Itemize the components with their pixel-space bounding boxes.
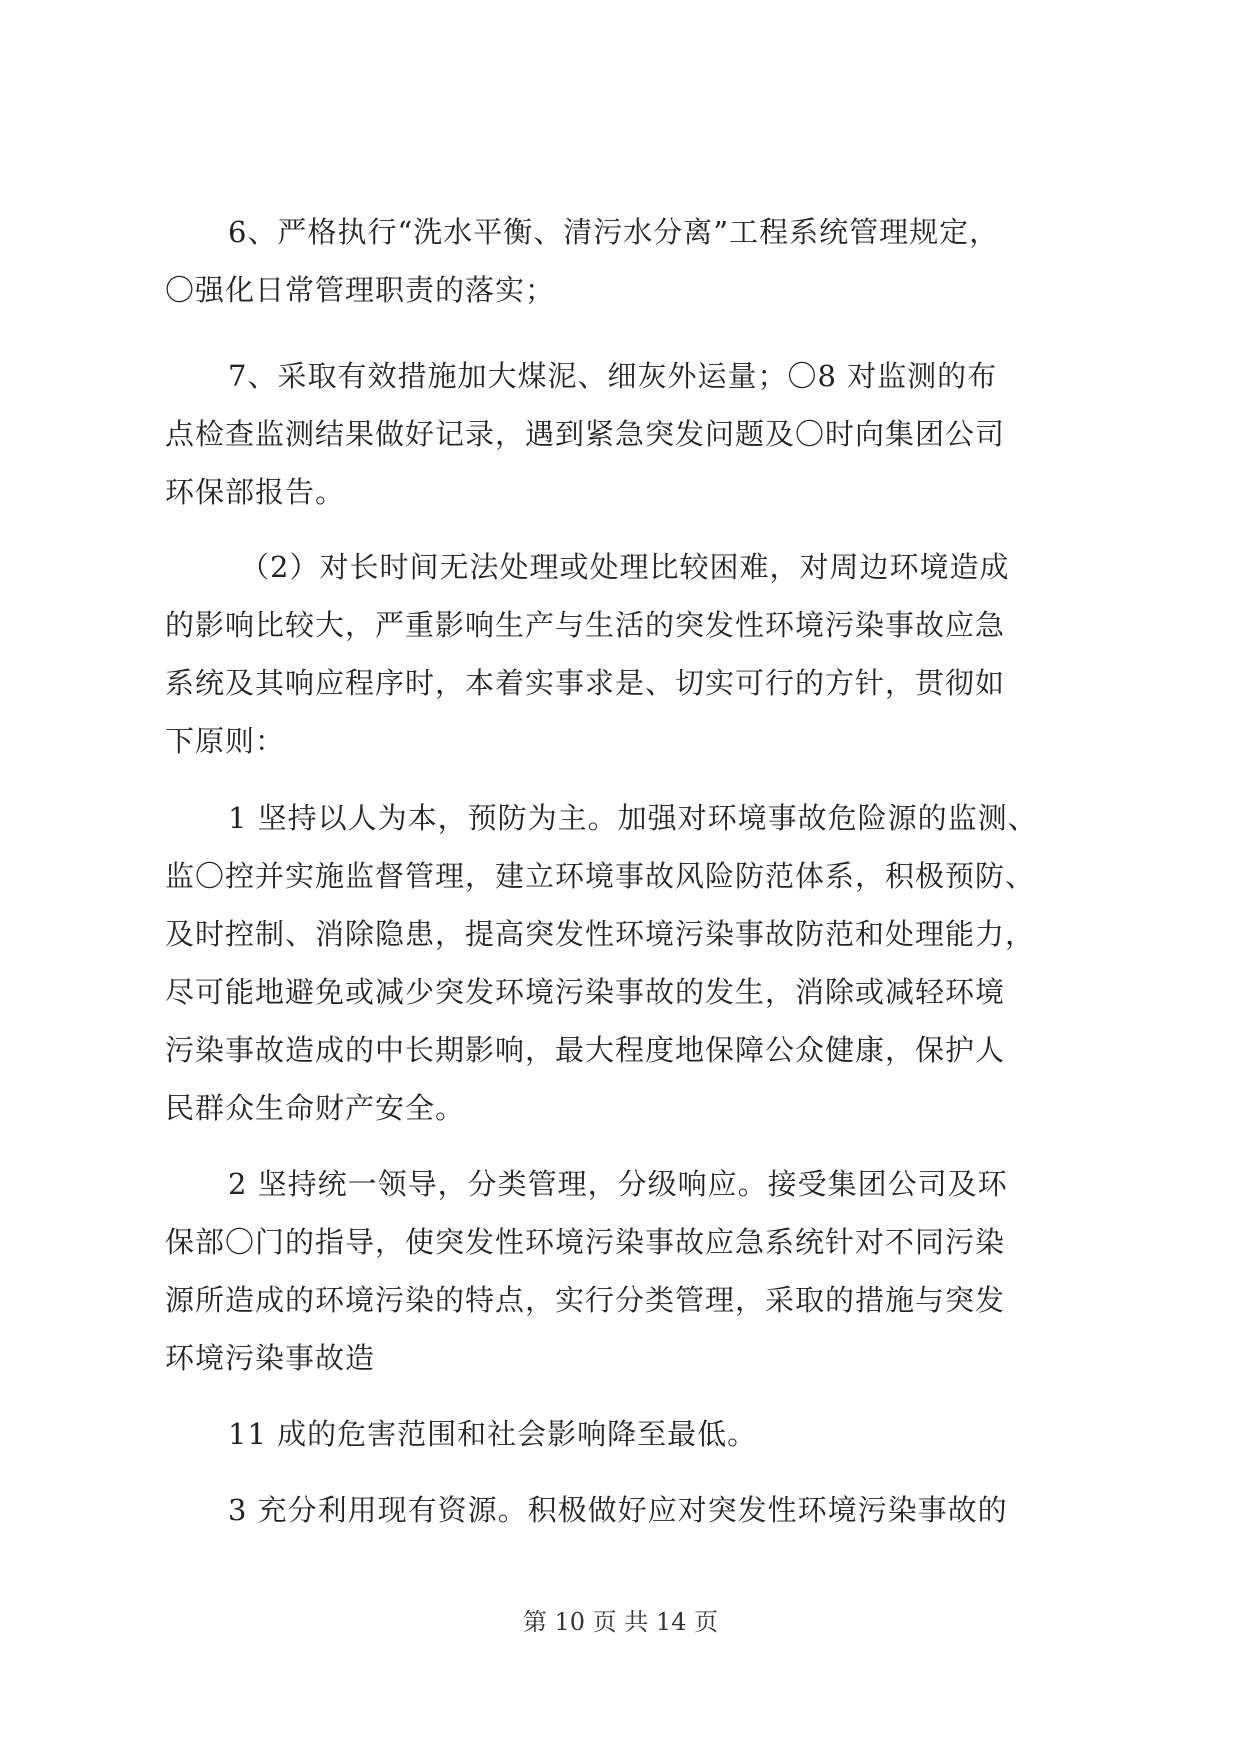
line-text: 的影响比较大，严重影响生产与生活的突发性环境污染事故应急: [165, 608, 1006, 642]
line-text: 7、采取有效措施加大煤泥、细灰外运量；〇8 对监测的布: [228, 359, 998, 393]
line-text: 2 坚持统一领导，分类管理，分级响应。接受集团公司及环: [228, 1167, 1008, 1201]
line-text: 环境污染事故造: [165, 1341, 376, 1375]
page-number-footer: 第 10 页 共 14 页: [522, 1608, 719, 1636]
line-text: 下原则：: [165, 724, 286, 758]
line-text: 3 充分利用现有资源。积极做好应对突发性环境污染事故的: [228, 1493, 1008, 1527]
line-text: （2）对长时间无法处理或处理比较困难，对周边环境造成: [240, 550, 1010, 584]
line-text: 污染事故造成的中长期影响，最大程度地保障公众健康，保护人: [165, 1033, 1006, 1067]
line-text: 6、严格执行“洗水平衡、清污水分离”工程系统管理规定，: [228, 215, 1000, 249]
line-text: 点检查监测结果做好记录，遇到紧急突发问题及〇时向集团公司: [165, 417, 1006, 451]
line-text: 环保部报告。: [165, 475, 346, 509]
line-text: 11 成的危害范围和社会影响降至最低。: [228, 1417, 758, 1451]
line-text: 系统及其响应程序时，本着实事求是、切实可行的方针，贯彻如: [165, 666, 1006, 700]
line-text: 及时控制、消除隐患，提高突发性环境污染事故防范和处理能力，: [165, 917, 1036, 951]
line-text: 监〇控并实施监督管理，建立环境事故风险防范体系，积极预防、: [165, 859, 1036, 893]
line-text: 源所造成的环境污染的特点，实行分类管理，采取的措施与突发: [165, 1283, 1006, 1317]
line-text: 民群众生命财产安全。: [165, 1091, 466, 1125]
line-text: 尽可能地避免或减少突发环境污染事故的发生，消除或减轻环境: [165, 975, 1006, 1009]
line-text: 保部〇门的指导，使突发性环境污染事故应急系统针对不同污染: [165, 1225, 1006, 1259]
line-text: 〇强化日常管理职责的落实；: [165, 273, 556, 307]
line-text: 1 坚持以人为本，预防为主。加强对环境事故危险源的监测、: [228, 801, 1038, 835]
